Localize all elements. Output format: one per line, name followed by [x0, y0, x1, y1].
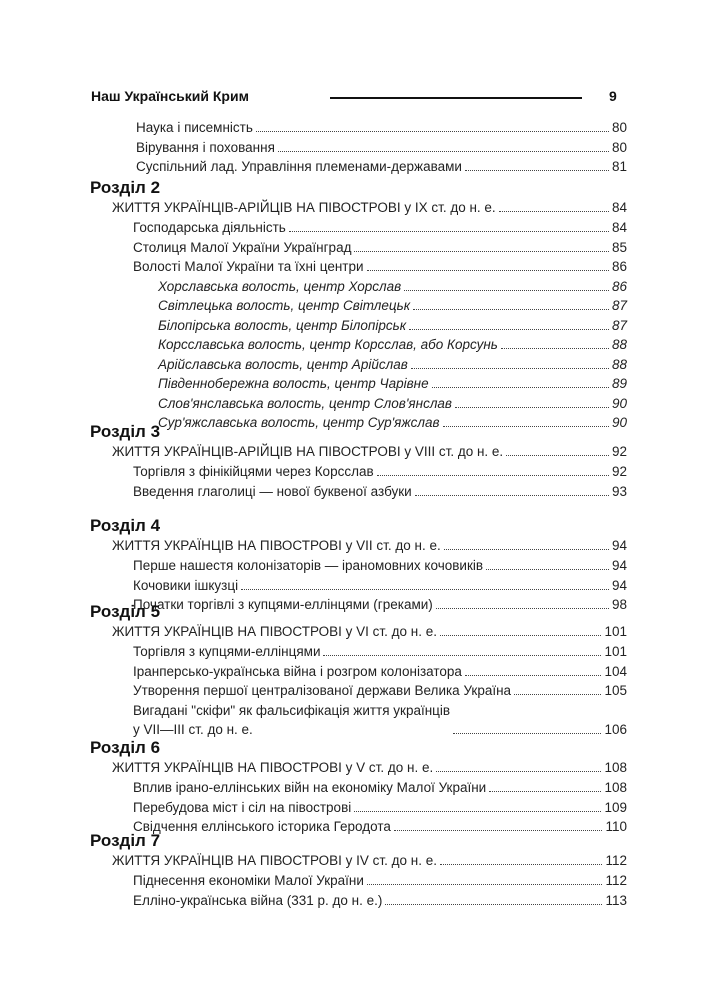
- section-heading: Розділ 7: [90, 831, 161, 850]
- toc-entry-title: Господарська діяльність: [133, 220, 286, 235]
- dot-leader: [241, 588, 609, 590]
- running-header-title: Наш Український Крим: [91, 88, 249, 104]
- dot-leader: [367, 269, 609, 271]
- dot-leader: [256, 130, 609, 132]
- toc-entry-page: 108: [604, 780, 627, 795]
- toc-subentry: [158, 277, 627, 296]
- dot-leader: [394, 829, 603, 831]
- chapter-entry-page: 101: [604, 624, 627, 639]
- toc-subentry: [158, 374, 627, 393]
- toc-subentry: [158, 355, 627, 374]
- chapter-entry-page: 84: [611, 200, 627, 215]
- dot-leader: [411, 367, 609, 369]
- section-heading: Розділ 3: [90, 422, 161, 441]
- toc-entry-title: Наука і писемність: [136, 120, 253, 135]
- toc-entry-title: Свідчення еллінського історика Геродота: [133, 819, 391, 834]
- toc-entry-title: Піднесення економіки Малої України: [133, 873, 364, 888]
- chapter-entry: [112, 851, 627, 870]
- toc-entry-page: 85: [611, 239, 627, 255]
- toc-subentry-page: 90: [611, 395, 627, 411]
- section-heading: Розділ 6: [90, 738, 161, 757]
- dot-leader: [385, 903, 602, 905]
- wrapped-line-2: у VII—III ст. до н. е.: [133, 721, 253, 737]
- dot-leader: [323, 654, 601, 656]
- toc-entry: [133, 257, 627, 276]
- toc-entry-title: Столиця Малої України Українград: [133, 239, 352, 255]
- chapter-entry-page: 108: [604, 760, 627, 775]
- toc-entry: [133, 891, 627, 910]
- toc-entry: [133, 482, 627, 501]
- dot-leader: [367, 883, 603, 885]
- toc-subentry-title: Корсславська волость, центр Корсслав, або Корсунь: [158, 337, 498, 352]
- dot-leader: [404, 289, 609, 291]
- dot-leader: [506, 454, 609, 456]
- dot-leader: [436, 770, 601, 772]
- dot-leader: [415, 494, 609, 496]
- toc-entry-page: 81: [611, 159, 627, 174]
- toc-entry: [136, 157, 627, 176]
- dot-leader: [278, 150, 609, 152]
- toc-subentry-title: Білопірська волость, центр Білопірськ: [158, 317, 407, 333]
- section-heading: Розділ 4: [90, 516, 161, 535]
- toc-entry-title: Перше нашестя колонізаторів — іраномовних кочовиків: [133, 558, 484, 573]
- dot-leader: [432, 386, 609, 388]
- toc-entry: [133, 595, 627, 614]
- toc-subentry-title: Світлецька волость, центр Світлецьк: [158, 298, 411, 313]
- dot-leader: [436, 607, 609, 609]
- toc-subentry-title: Арійславська волость, центр Арійслав: [158, 356, 408, 372]
- toc-entry-page: 86: [611, 259, 627, 274]
- dot-leader: [354, 810, 601, 812]
- toc-entry: [133, 576, 627, 595]
- dot-leader: [409, 328, 609, 330]
- toc-entry-title: Введення глаголиці — нової буквеної азбуки: [133, 483, 412, 499]
- toc-entry-title: Волості Малої України та їхні центри: [133, 259, 364, 274]
- toc-entry-page: 94: [611, 558, 627, 573]
- chapter-entry-page: 112: [605, 853, 627, 868]
- toc-entry-title: Елліно-українська війна (331 р. до н. е.): [133, 892, 383, 908]
- toc-entry-wrapped-page: 106: [604, 721, 627, 737]
- toc-subentry-page: 89: [611, 376, 627, 391]
- toc-subentry-page: 87: [611, 298, 627, 313]
- dot-leader: [440, 634, 601, 636]
- dot-leader: [413, 308, 609, 310]
- toc-entry-page: 109: [604, 799, 627, 815]
- chapter-entry-page: 94: [611, 538, 627, 553]
- toc-entry: [133, 817, 627, 836]
- chapter-entry-title: ЖИТТЯ УКРАЇНЦІВ НА ПІВОСТРОВІ у VI ст. до н. е.: [112, 624, 437, 639]
- chapter-entry-title: ЖИТТЯ УКРАЇНЦІВ НА ПІВОСТРОВІ у VII ст. до н. е.: [112, 538, 441, 553]
- toc-entry-wrapped-title: [133, 701, 450, 739]
- dot-leader: [377, 474, 609, 476]
- toc-subentry-page: 90: [611, 415, 627, 430]
- dot-leader: [453, 732, 601, 734]
- toc-entry-page: 105: [604, 683, 627, 698]
- toc-entry: [133, 238, 627, 257]
- toc-subentry: [158, 296, 627, 315]
- dot-leader: [440, 863, 602, 865]
- toc-entry-title: Перебудова міст і сіл на півострові: [133, 799, 352, 815]
- toc-entry: [133, 798, 627, 817]
- toc-subentry: [158, 316, 627, 335]
- chapter-entry: [112, 442, 627, 461]
- toc-entry-title: Кочовики ішкузці: [133, 577, 239, 593]
- toc-entry-title: Вірування і поховання: [136, 139, 275, 155]
- section-heading: Розділ 5: [90, 602, 161, 621]
- toc-entry-wrapped: [133, 701, 627, 739]
- toc-entry: [133, 556, 627, 575]
- wrapped-line-1: Вигадані "скіфи" як фальсифікація життя українців: [133, 702, 451, 718]
- dot-leader: [443, 425, 609, 427]
- toc-entry-page: 101: [604, 644, 627, 659]
- dot-leader: [455, 406, 609, 408]
- dot-leader: [354, 250, 609, 252]
- chapter-entry-title: ЖИТТЯ УКРАЇНЦІВ-АРІЙЦІВ НА ПІВОСТРОВІ у VIII ст. до н. е.: [112, 444, 504, 459]
- dot-leader: [444, 548, 609, 550]
- toc-entry: [133, 778, 627, 797]
- toc-entry-title: Вплив ірано-еллінських війн на економіку Малої України: [133, 780, 487, 795]
- toc-entry: [133, 642, 627, 661]
- toc-entry-title: Торгівля з фінікійцями через Корсслав: [133, 464, 374, 479]
- toc-entry: [133, 662, 627, 681]
- toc-entry-title: Утворення першої централізованої держави Велика Україна: [133, 683, 512, 698]
- toc-entry-title: Суспільний лад. Управління племенами-державами: [136, 159, 462, 174]
- toc-entry-title: Іранперсько-українська війна і розгром колонізатора: [133, 663, 462, 679]
- dot-leader: [499, 210, 609, 212]
- toc-subentry-page: 88: [611, 337, 627, 352]
- dot-leader: [289, 230, 609, 232]
- chapter-entry: [112, 536, 627, 555]
- toc-subentry-title: Сур'яжславська волость, центр Сур'яжслав: [158, 415, 440, 430]
- toc-entry-page: 84: [611, 220, 627, 235]
- toc-entry-page: 112: [605, 873, 627, 888]
- chapter-entry-page: 92: [611, 444, 627, 459]
- toc-entry-page: 80: [611, 139, 627, 155]
- chapter-entry: [112, 198, 627, 217]
- toc-entry-page: 94: [611, 577, 627, 593]
- toc-subentry: [158, 394, 627, 413]
- toc-subentry-page: 88: [611, 356, 627, 372]
- toc-subentry-title: Хорславська волость, центр Хорслав: [158, 278, 402, 294]
- toc-entry: [136, 138, 627, 157]
- toc-entry: [133, 462, 627, 481]
- toc-entry: [133, 681, 627, 700]
- chapter-entry-title: ЖИТТЯ УКРАЇНЦІВ-АРІЙЦІВ НА ПІВОСТРОВІ у IX ст. до н. е.: [112, 200, 496, 215]
- toc-subentry: [158, 413, 627, 432]
- toc-subentry-page: 86: [611, 278, 627, 294]
- chapter-entry-title: ЖИТТЯ УКРАЇНЦІВ НА ПІВОСТРОВІ у IV ст. до н. е.: [112, 853, 437, 868]
- toc-entry-page: 104: [604, 663, 627, 679]
- chapter-entry: [112, 758, 627, 777]
- dot-leader: [489, 790, 601, 792]
- toc-entry: [133, 871, 627, 890]
- toc-subentry-page: 87: [611, 317, 627, 333]
- toc-entry-page: 93: [611, 483, 627, 499]
- toc-entry: [133, 218, 627, 237]
- toc-entry-title: Торгівля з купцями-еллінцями: [133, 644, 321, 659]
- dot-leader: [486, 568, 609, 570]
- toc-subentry: [158, 335, 627, 354]
- toc-entry: [136, 118, 627, 137]
- dot-leader: [501, 347, 609, 349]
- section-heading: Розділ 2: [90, 178, 161, 197]
- toc-subentry-title: Південнобережна волость, центр Чарівне: [158, 376, 429, 391]
- toc-entry-page: 98: [611, 597, 627, 612]
- toc-entry-page: 80: [611, 120, 627, 135]
- dot-leader: [465, 169, 609, 171]
- dot-leader: [465, 674, 602, 676]
- toc-entry-title: Початки торгівлі з купцями-еллінцями (греками): [133, 597, 433, 612]
- toc-entry-page: 92: [611, 464, 627, 479]
- toc-entry-page: 110: [605, 819, 627, 834]
- page-number: 9: [609, 88, 617, 104]
- chapter-entry-title: ЖИТТЯ УКРАЇНЦІВ НА ПІВОСТРОВІ у V ст. до н. е.: [112, 760, 434, 775]
- chapter-entry: [112, 622, 627, 641]
- dot-leader: [514, 693, 601, 695]
- toc-entry-page: 113: [605, 892, 627, 908]
- toc-subentry-title: Слов'янславська волость, центр Слов'янслав: [158, 395, 452, 411]
